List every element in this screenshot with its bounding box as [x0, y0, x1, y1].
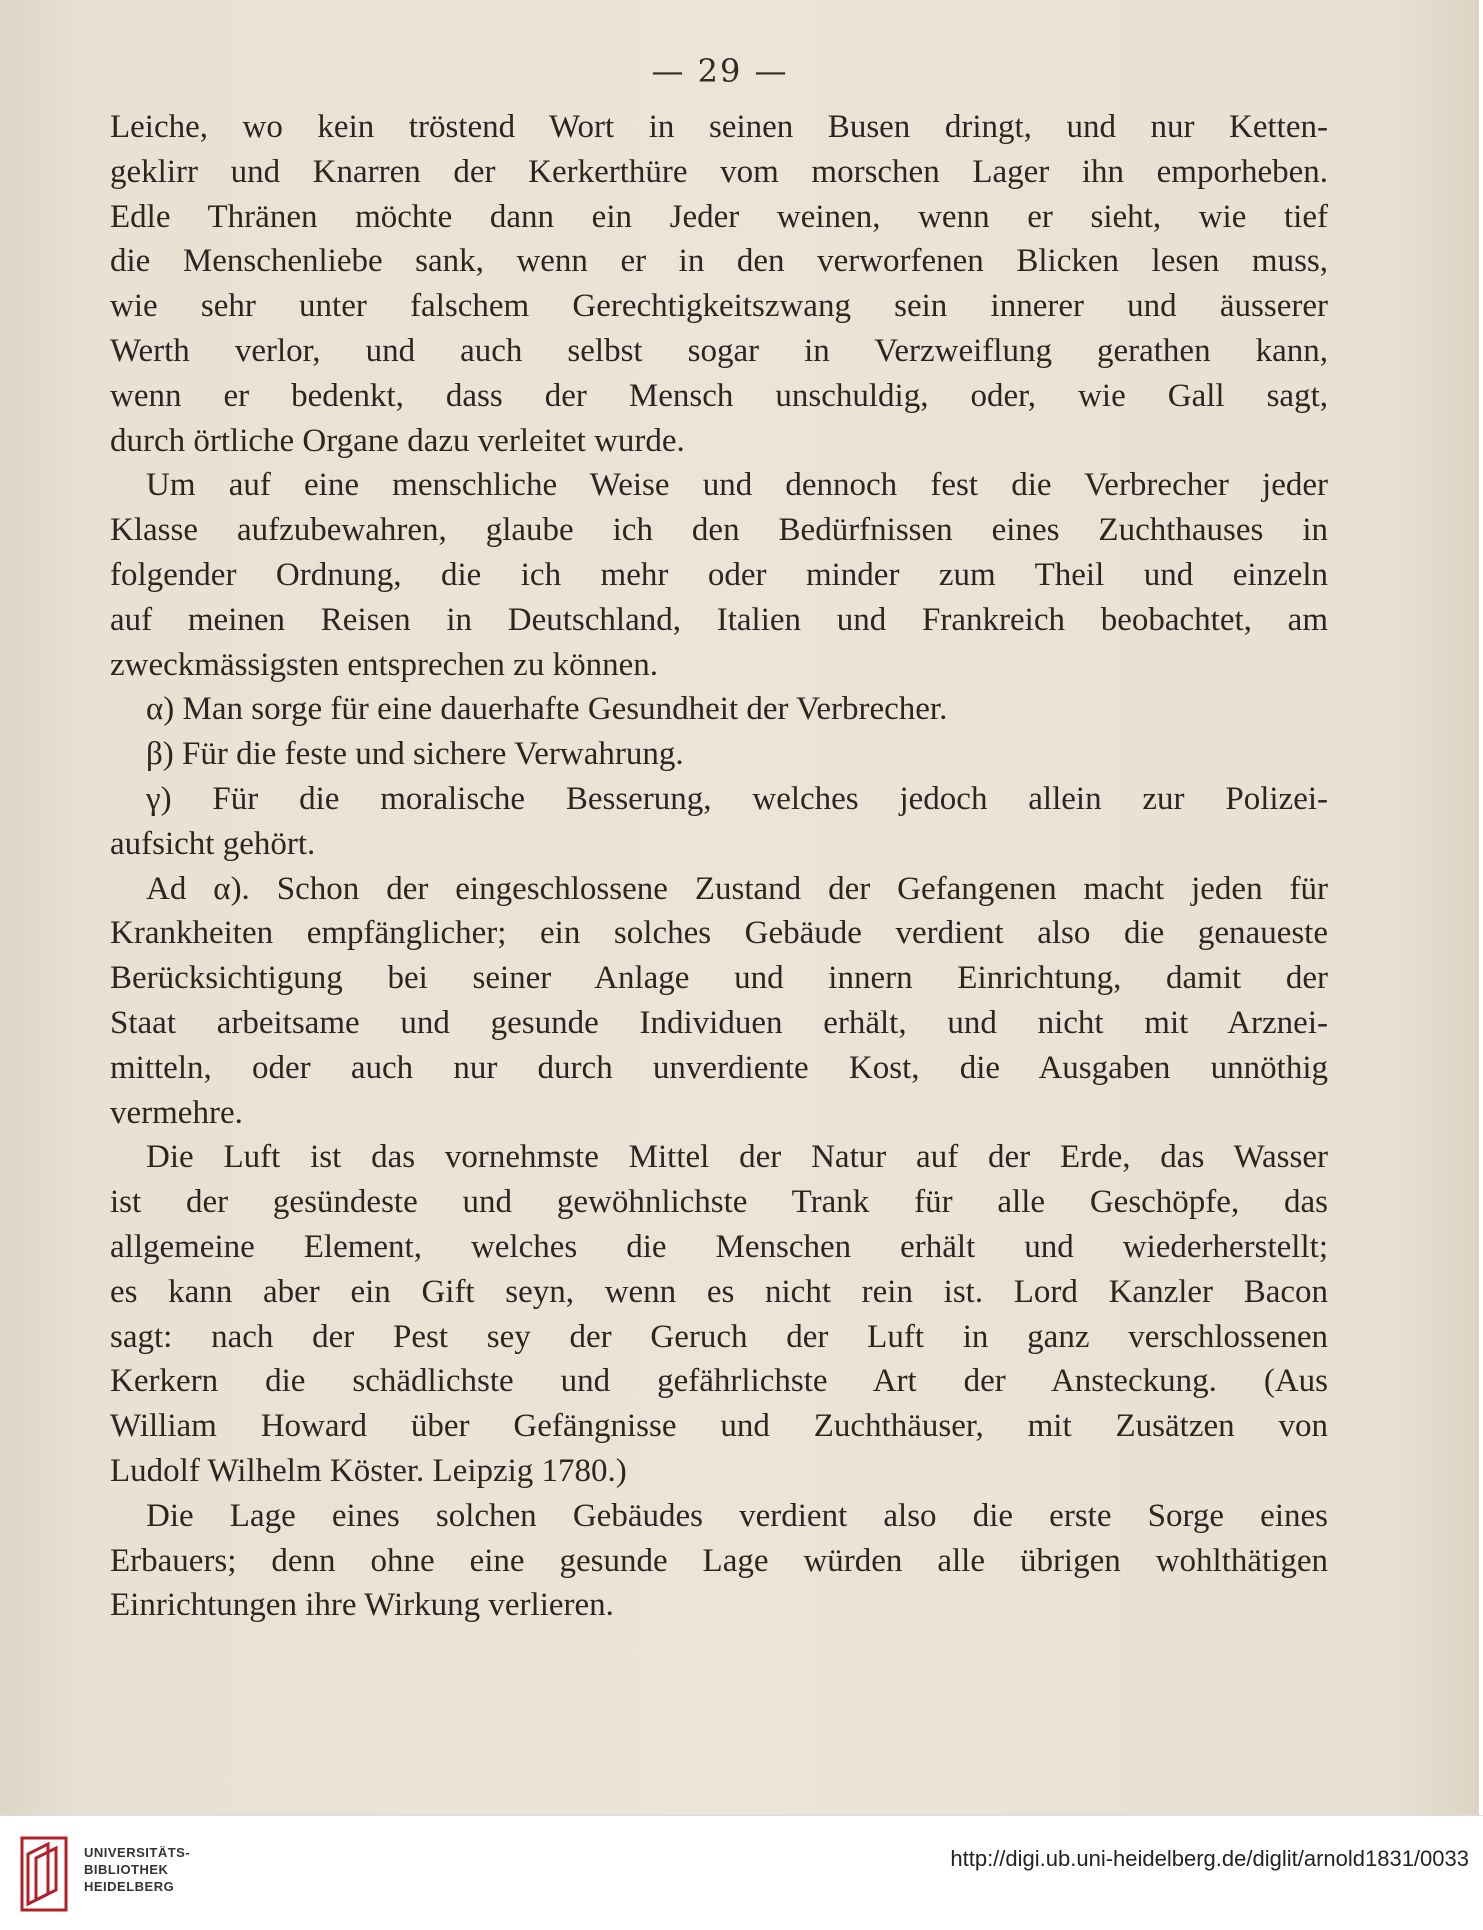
text-line: allgemeine Element, welches die Menschen erhält und wiederherstellt;: [110, 1228, 1328, 1265]
text-line: mitteln, oder auch nur durch unverdiente Kost, die Ausgaben unnöthig: [110, 1049, 1328, 1086]
viewer-footer: [0, 1815, 1483, 1930]
text-line: William Howard über Gefängnisse und Zuchthäuser, mit Zusätzen von: [110, 1408, 1328, 1445]
text-line: folgender Ordnung, die ich mehr oder minder zum Theil und einzeln: [110, 556, 1328, 593]
text-line: Klasse aufzubewahren, glaube ich den Bedürfnissen eines Zuchthauses in: [110, 512, 1328, 549]
text-line: vermehre.: [110, 1094, 243, 1131]
text-line: wenn er bedenkt, dass der Mensch unschuldig, oder, wie Gall sagt,: [110, 377, 1328, 414]
text-line: ist der gesündeste und gewöhnlichste Trank für alle Geschöpfe, das: [110, 1184, 1328, 1221]
text-line: γ) Für die moralische Besserung, welches jedoch allein zur Polizei-: [146, 780, 1328, 817]
text-line: Um auf eine menschliche Weise und dennoch fest die Verbrecher jeder: [146, 467, 1328, 504]
text-line: die Menschenliebe sank, wenn er in den verworfenen Blicken lesen muss,: [110, 243, 1328, 280]
text-line: wie sehr unter falschem Gerechtigkeitszwang sein innerer und äusserer: [110, 288, 1328, 325]
text-line: es kann aber ein Gift seyn, wenn es nicht rein ist. Lord Kanzler Bacon: [110, 1273, 1328, 1310]
text-line: geklirr und Knarren der Kerkerthüre vom morschen Lager ihn emporheben.: [110, 153, 1328, 190]
text-line: Leiche, wo kein tröstend Wort in seinen Busen dringt, und nur Ketten-: [110, 109, 1328, 145]
text-line: sagt: nach der Pest sey der Geruch der Luft in ganz verschlossenen: [110, 1318, 1328, 1355]
library-logo-icon: [18, 1834, 70, 1914]
text-line: durch örtliche Organe dazu verleitet wurde.: [110, 422, 685, 459]
text-line: Die Lage eines solchen Gebäudes verdient also die erste Sorge eines: [146, 1497, 1328, 1534]
text-line: Erbauers; denn ohne eine gesunde Lage würden alle übrigen wohlthätigen: [110, 1542, 1328, 1579]
text-line: Staat arbeitsame und gesunde Individuen erhält, und nicht mit Arznei-: [110, 1004, 1328, 1041]
permalink-url[interactable]: http://digi.ub.uni-heidelberg.de/diglit/arnold1831/0033: [950, 1846, 1469, 1871]
body-text: [110, 105, 1328, 1628]
text-line: Ad α). Schon der eingeschlossene Zustand der Gefangenen macht jeden für: [146, 870, 1328, 907]
text-line: Ludolf Wilhelm Köster. Leipzig 1780.): [110, 1452, 627, 1489]
text-line: Werth verlor, und auch selbst sogar in Verzweiflung gerathen kann,: [110, 332, 1328, 369]
text-line: zweckmässigsten entsprechen zu können.: [110, 646, 658, 683]
text-line: Kerkern die schädlichste und gefährlichste Art der Ansteckung. (Aus: [110, 1363, 1328, 1400]
text-line: β) Für die feste und sichere Verwahrung.: [146, 736, 684, 773]
text-line: Berücksichtigung bei seiner Anlage und innern Einrichtung, damit der: [110, 960, 1328, 997]
text-line: Krankheiten empfänglicher; ein solches Gebäude verdient also die genaueste: [110, 915, 1328, 952]
text-line: Einrichtungen ihre Wirkung verlieren.: [110, 1587, 614, 1624]
text-line: Die Luft ist das vornehmste Mittel der Natur auf der Erde, das Wasser: [146, 1139, 1328, 1176]
text-line: auf meinen Reisen in Deutschland, Italien und Frankreich beobachtet, am: [110, 601, 1328, 638]
text-line: α) Man sorge für eine dauerhafte Gesundheit der Verbrecher.: [146, 691, 948, 728]
page-number: — 29 —: [651, 52, 789, 90]
text-line: aufsicht gehört.: [110, 825, 316, 862]
institution-name: UNIVERSITÄTS- BIBLIOTHEK HEIDELBERG: [84, 1845, 191, 1894]
text-line: Edle Thränen möchte dann ein Jeder weinen, wenn er sieht, wie tief: [110, 198, 1328, 235]
